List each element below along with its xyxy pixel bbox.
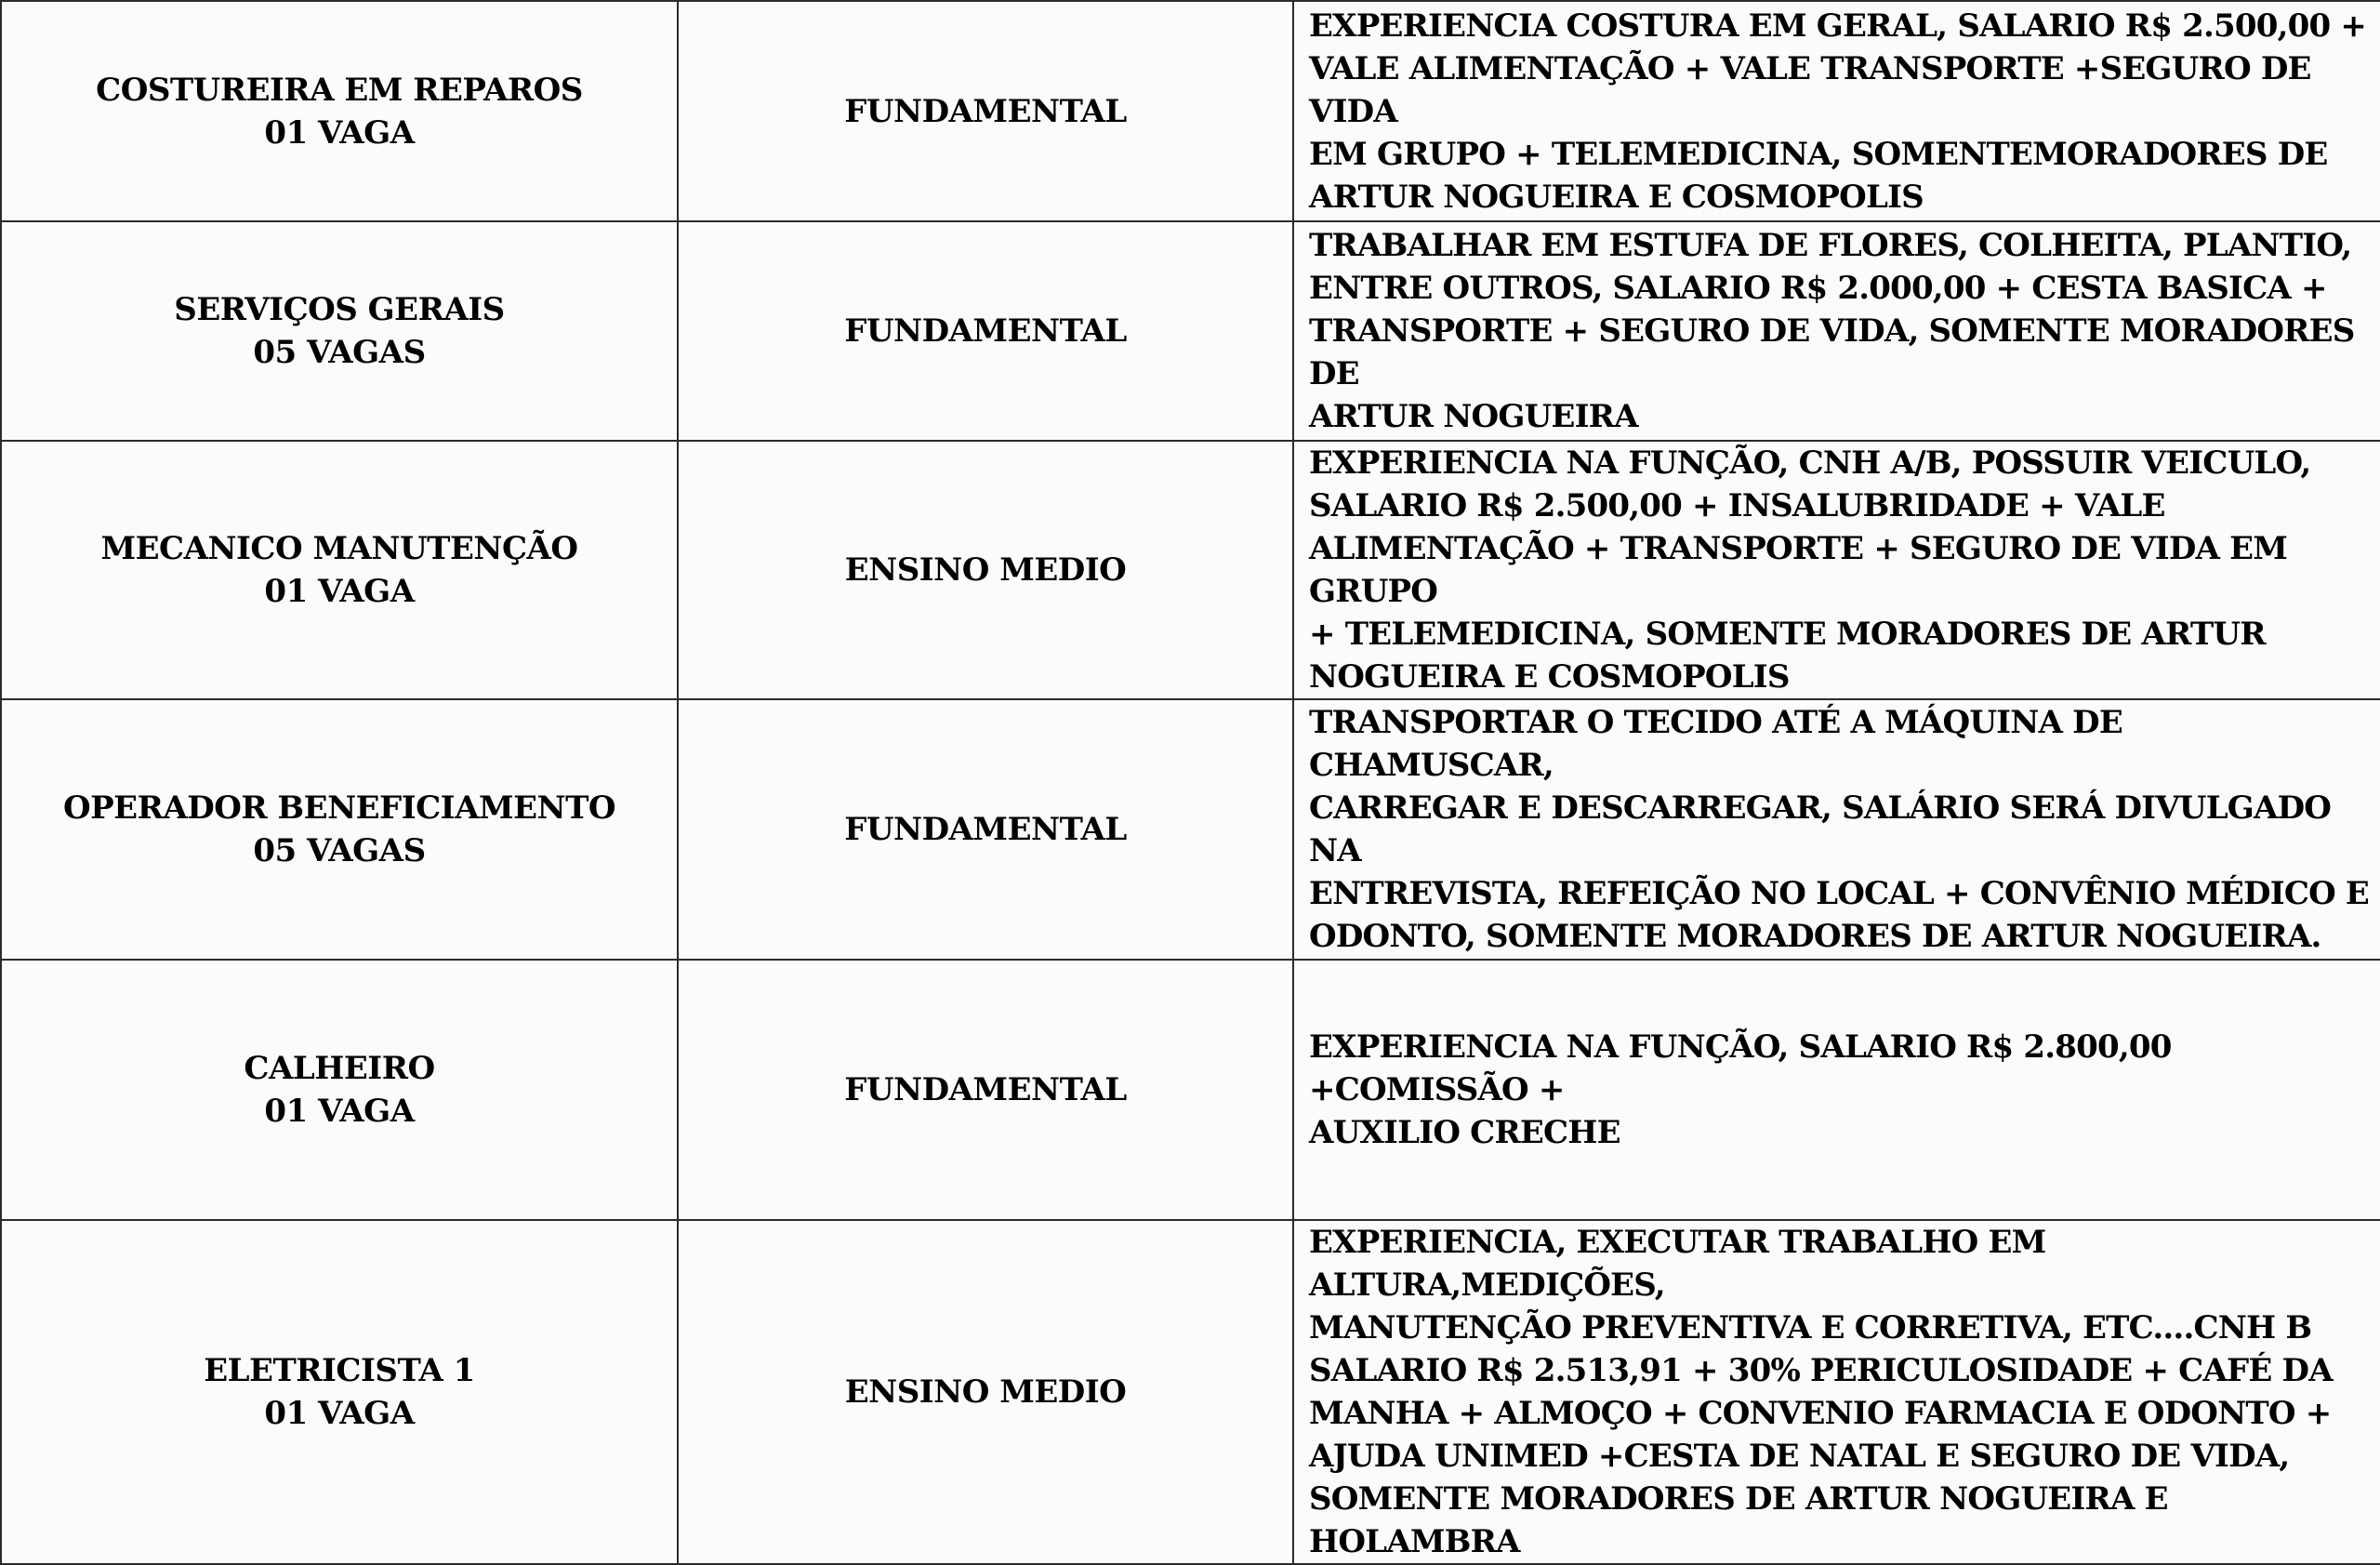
job-description: EXPERIENCIA, EXECUTAR TRABALHO EM ALTURA,MEDIÇÕES, MANUTENÇÃO PREVENTIVA E CORRETIVA, ETC....CNH B SALARIO R$ 2.513,91 + 30% PERICULOSIDADE + CAFÉ DA MANHA + ALMOÇO + CONVENIO FARMACIA E ODONTO + AJUDA UNIMED +CESTA DE NATAL E SEGURO DE VIDA, SOMENTE MORADORES DE ARTUR NOGUEIRA E HOLAMBRA xyxy=(1309,1224,2333,1560)
table-row xyxy=(1,221,2380,441)
education-cell xyxy=(678,441,1293,699)
job-cell xyxy=(1,1220,678,1564)
education-level: ENSINO MEDIO xyxy=(844,551,1127,589)
job-cell xyxy=(1,441,678,699)
description-cell xyxy=(1293,699,2380,960)
education-level: FUNDAMENTAL xyxy=(844,312,1127,350)
description-cell xyxy=(1293,1220,2380,1564)
description-cell xyxy=(1293,441,2380,699)
job-description: TRANSPORTAR O TECIDO ATÉ A MÁQUINA DE CHAMUSCAR, CARREGAR E DESCARREGAR, SALÁRIO SERÁ DIVULGADO NA ENTREVISTA, REFEIÇÃO NO LOCAL + CONVÊNIO MÉDICO E ODONTO, SOMENTE MORADORES DE ARTUR NOGUEIRA. xyxy=(1309,704,2370,955)
job-vacancies: 01 VAGA xyxy=(264,1093,415,1130)
job-vacancies: 01 VAGA xyxy=(264,113,415,152)
job-description: TRABALHAR EM ESTUFA DE FLORES, COLHEITA, PLANTIO, ENTRE OUTROS, SALARIO R$ 2.000,00 + CESTA BASICA + TRANSPORTE + SEGURO DE VIDA, SOMENTE MORADORES DE ARTUR NOGUEIRA xyxy=(1309,227,2355,435)
job-cell xyxy=(1,221,678,441)
job-vacancies: 05 VAGAS xyxy=(253,832,426,869)
education-level: ENSINO MEDIO xyxy=(844,1373,1127,1411)
education-cell xyxy=(678,1220,1293,1564)
job-title: SERVIÇOS GERAIS xyxy=(174,291,505,328)
job-title: ELETRICISTA 1 xyxy=(204,1352,475,1389)
job-cell xyxy=(1,699,678,960)
table-row xyxy=(1,1220,2380,1564)
job-vacancies: 05 VAGAS xyxy=(253,334,426,371)
job-title: OPERADOR BENEFICIAMENTO xyxy=(62,789,615,827)
job-description: EXPERIENCIA COSTURA EM GERAL, SALARIO R$ 2.500,00 + VALE ALIMENTAÇÃO + VALE TRANSPORTE +SEGURO DE VIDA EM GRUPO + TELEMEDICINA, SOMENTEMORADORES DE ARTUR NOGUEIRA E COSMOPOLIS xyxy=(1309,7,2367,216)
education-cell xyxy=(678,960,1293,1220)
job-description: EXPERIENCIA NA FUNÇÃO, SALARIO R$ 2.800,00 +COMISSÃO + AUXILIO CRECHE xyxy=(1309,1028,2172,1151)
education-cell xyxy=(678,1,1293,221)
education-cell xyxy=(678,699,1293,960)
table-row xyxy=(1,441,2380,699)
job-title: MECANICO MANUTENÇÃO xyxy=(100,530,578,567)
description-cell xyxy=(1293,221,2380,441)
education-level: FUNDAMENTAL xyxy=(844,92,1127,130)
job-description: EXPERIENCIA NA FUNÇÃO, CNH A/B, POSSUIR VEICULO, SALARIO R$ 2.500,00 + INSALUBRIDADE + VALE ALIMENTAÇÃO + TRANSPORTE + SEGURO DE VIDA EM GRUPO + TELEMEDICINA, SOMENTE MORADORES DE ARTUR NOGUEIRA E COSMOPOLIS xyxy=(1309,444,2311,696)
description-cell xyxy=(1293,960,2380,1220)
job-vacancies: 01 VAGA xyxy=(264,573,415,610)
table-row xyxy=(1,1,2380,221)
job-cell xyxy=(1,1,678,221)
table-row xyxy=(1,699,2380,960)
table-row xyxy=(1,960,2380,1220)
education-level: FUNDAMENTAL xyxy=(844,811,1127,848)
job-title: COSTUREIRA EM REPAROS xyxy=(96,71,583,109)
job-vacancies: 01 VAGA xyxy=(264,1395,415,1432)
education-level: FUNDAMENTAL xyxy=(844,1071,1127,1108)
job-cell xyxy=(1,960,678,1220)
education-cell xyxy=(678,221,1293,441)
description-cell xyxy=(1293,1,2380,221)
job-title: CALHEIRO xyxy=(244,1050,435,1087)
